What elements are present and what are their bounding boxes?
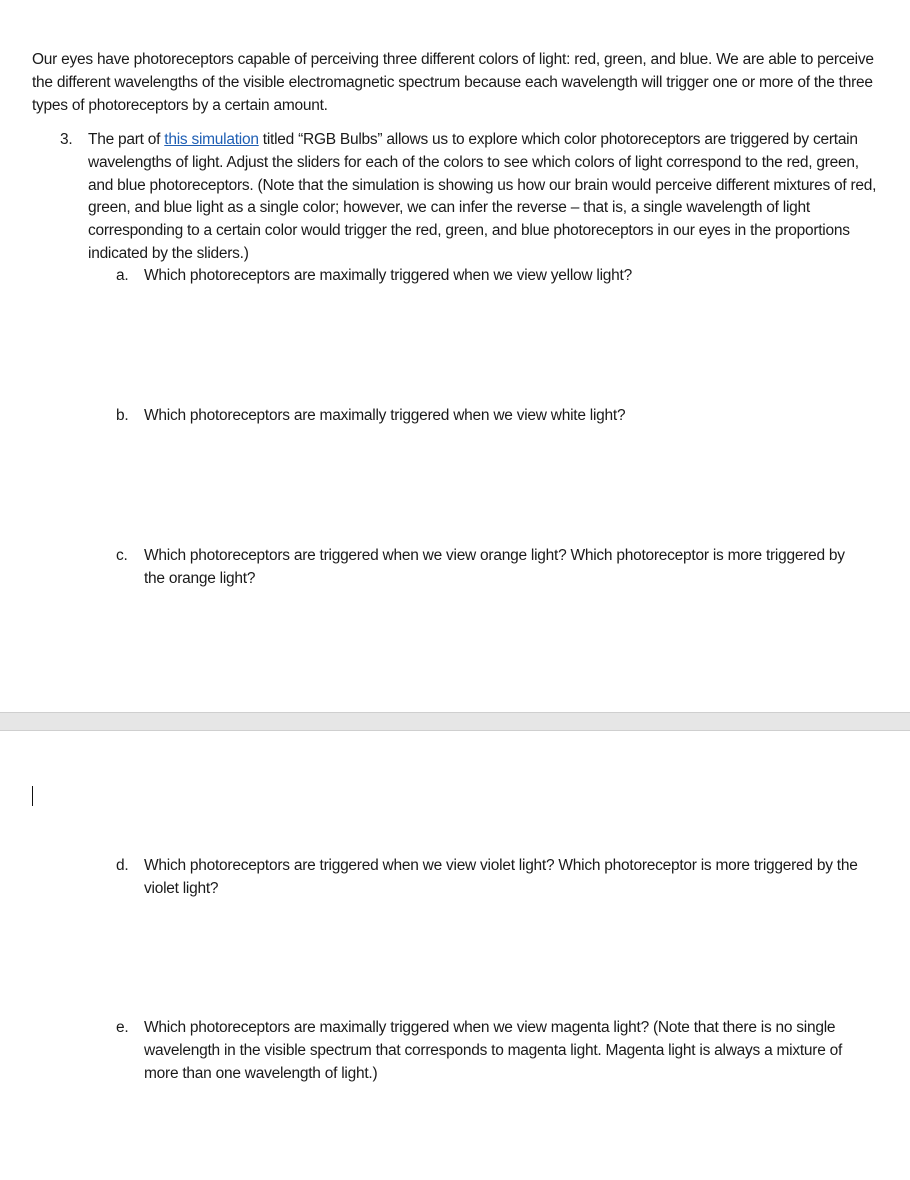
subquestion-c-text: Which photoreceptors are triggered when we view orange light? Which photoreceptor is more triggered by the orange light? — [144, 547, 845, 587]
subquestion-d-text: Which photoreceptors are triggered when we view violet light? Which photoreceptor is more triggered by the violet light? — [144, 857, 858, 897]
subquestion-d-letter: d. — [116, 857, 129, 874]
subquestion-a — [116, 265, 866, 288]
subquestion-d — [116, 855, 866, 901]
subquestion-e-letter: e. — [116, 1019, 129, 1036]
subquestion-c — [116, 545, 866, 591]
subquestion-b-letter: b. — [116, 407, 129, 424]
subquestion-a-text: Which photoreceptors are maximally triggered when we view yellow light? — [144, 267, 632, 284]
intro-paragraph: Our eyes have photoreceptors capable of perceiving three different colors of light: red, green, and blue. We are able to perceive the different wavelengths of the visible electromagnetic spectrum because each wavelength will trigger one or more of the three types of photoreceptors by a certain amount. — [32, 51, 874, 114]
subquestion-a-letter: a. — [116, 267, 129, 284]
subquestion-b-text: Which photoreceptors are maximally triggered when we view white light? — [144, 407, 626, 424]
subquestion-e — [116, 1017, 866, 1085]
text-insertion-cursor[interactable] — [32, 786, 33, 806]
subquestion-c-letter: c. — [116, 547, 128, 564]
subquestion-b — [116, 405, 866, 428]
question-3-text-before-link: The part of — [88, 131, 165, 148]
question-3-number: 3. — [60, 131, 73, 148]
question-3-text — [88, 129, 880, 266]
simulation-link[interactable]: this simulation — [164, 131, 259, 148]
subquestion-e-text: Which photoreceptors are maximally triggered when we view magenta light? (Note that there is no single wavelength in the visible spectrum that corresponds to magenta light. Magenta light is always a mixture of more than one wavelength of light.) — [144, 1019, 843, 1082]
question-3 — [60, 129, 880, 266]
question-3-text-after-link: titled “RGB Bulbs” allows us to explore which color photoreceptors are triggered by certain wavelengths of light. Adjust the sliders for each of the colors to see which colors of light correspond to the red, green, and blue photoreceptors. (Note that the simulation is showing us how our brain would perceive different mixtures of red, green, and blue light as a single color; however, we can infer the reverse – that is, a single wavelength of light corresponding to a certain color would trigger the red, green, and blue photoreceptors in our eyes in the proportions indicated by the sliders.) — [88, 131, 877, 262]
document-page-2 — [0, 731, 910, 1180]
page-break-separator — [0, 712, 910, 731]
